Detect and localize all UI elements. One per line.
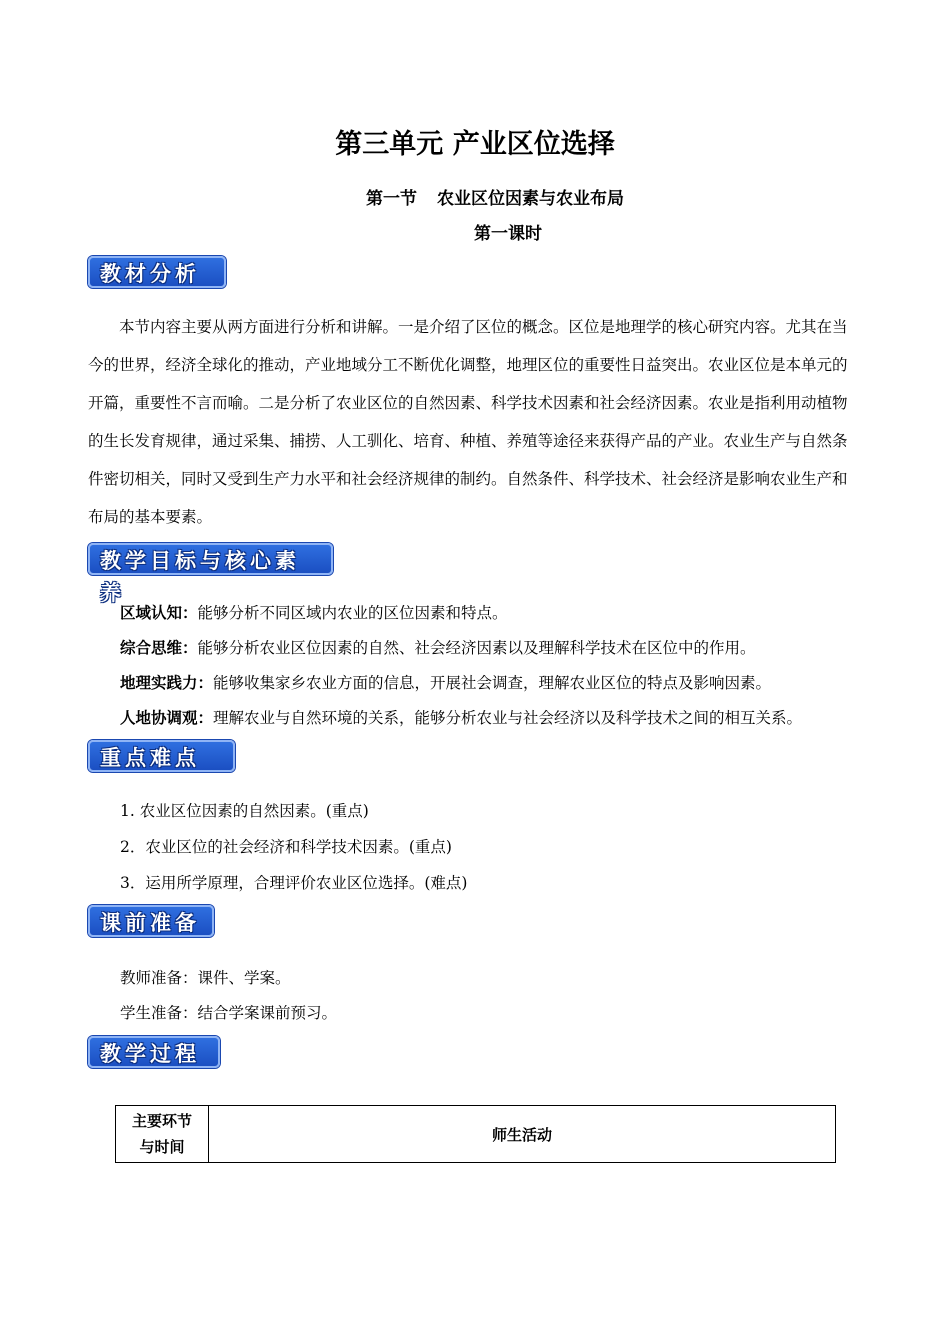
goal-item-comprehensive bbox=[120, 636, 756, 658]
table-row bbox=[116, 1106, 836, 1163]
process-table bbox=[115, 1105, 836, 1163]
goal-item-regional bbox=[120, 601, 508, 623]
badge-preparation: 课前准备 bbox=[88, 905, 214, 937]
goal-item-practice bbox=[120, 671, 771, 693]
goal-label: 区域认知： bbox=[120, 604, 198, 622]
table-header-stage bbox=[116, 1106, 209, 1163]
table-header-stage-line2: 与时间 bbox=[139, 1138, 185, 1156]
key-point-item: 3．运用所学原理，合理评价农业区位选择。(难点) bbox=[120, 874, 468, 892]
preparation-student: 学生准备：结合学案课前预习。 bbox=[120, 1004, 338, 1022]
goal-text: 理解农业与自然环境的关系，能够分析农业与社会经济以及科学技术之间的相互关系。 bbox=[213, 709, 803, 727]
badge-process: 教学过程 bbox=[88, 1036, 220, 1068]
goal-label: 地理实践力： bbox=[120, 674, 214, 692]
goal-label: 人地协调观： bbox=[120, 709, 214, 727]
preparation-teacher: 教师准备：课件、学案。 bbox=[120, 969, 291, 987]
goal-text: 能够收集家乡农业方面的信息，开展社会调查，理解农业区位的特点及影响因素。 bbox=[213, 674, 772, 692]
material-analysis-text: 本节内容主要从两方面进行分析和讲解。一是介绍了区位的概念。区位是地理学的核心研究内容。尤其在当今的世界，经济全球化的推动，产业地域分工不断优化调整，地理区位的重要性日益突出。农业区位是本单元的开篇，重要性不言而喻。二是分析了农业区位的自然因素、科学技术因素和社会经济因素。农业是指利用动植物的生长发育规律，通过采集、捕捞、人工驯化、培育、种植、养殖等途径来获得产品的产业。农业生产与自然条件密切相关，同时又受到生产力水平和社会经济规律的制约。自然条件、科学技术、社会经济是影响农业生产和布局的基本要素。 bbox=[88, 318, 848, 526]
badge-goals: 教学目标与核心素养 bbox=[88, 543, 333, 575]
goal-text: 能够分析不同区域内农业的区位因素和特点。 bbox=[197, 604, 508, 622]
section-title: 第一节 农业区位因素与农业布局 bbox=[366, 189, 624, 209]
key-point-item: 1. 农业区位因素的自然因素。(重点) bbox=[120, 802, 369, 820]
badge-key-points: 重点难点 bbox=[88, 740, 235, 772]
goal-text: 能够分析农业区位因素的自然、社会经济因素以及理解科学技术在区位中的作用。 bbox=[197, 639, 756, 657]
key-point-item: 2．农业区位的社会经济和科学技术因素。(重点) bbox=[120, 838, 452, 856]
badge-material-analysis: 教材分析 bbox=[88, 256, 226, 288]
lesson-title: 第一课时 bbox=[474, 224, 542, 244]
table-header-activity: 师生活动 bbox=[209, 1106, 836, 1163]
unit-title: 第三单元 产业区位选择 bbox=[335, 129, 615, 160]
goal-label: 综合思维： bbox=[120, 639, 198, 657]
goal-item-harmony bbox=[120, 706, 802, 728]
table-header-stage-line1: 主要环节 bbox=[131, 1112, 192, 1130]
